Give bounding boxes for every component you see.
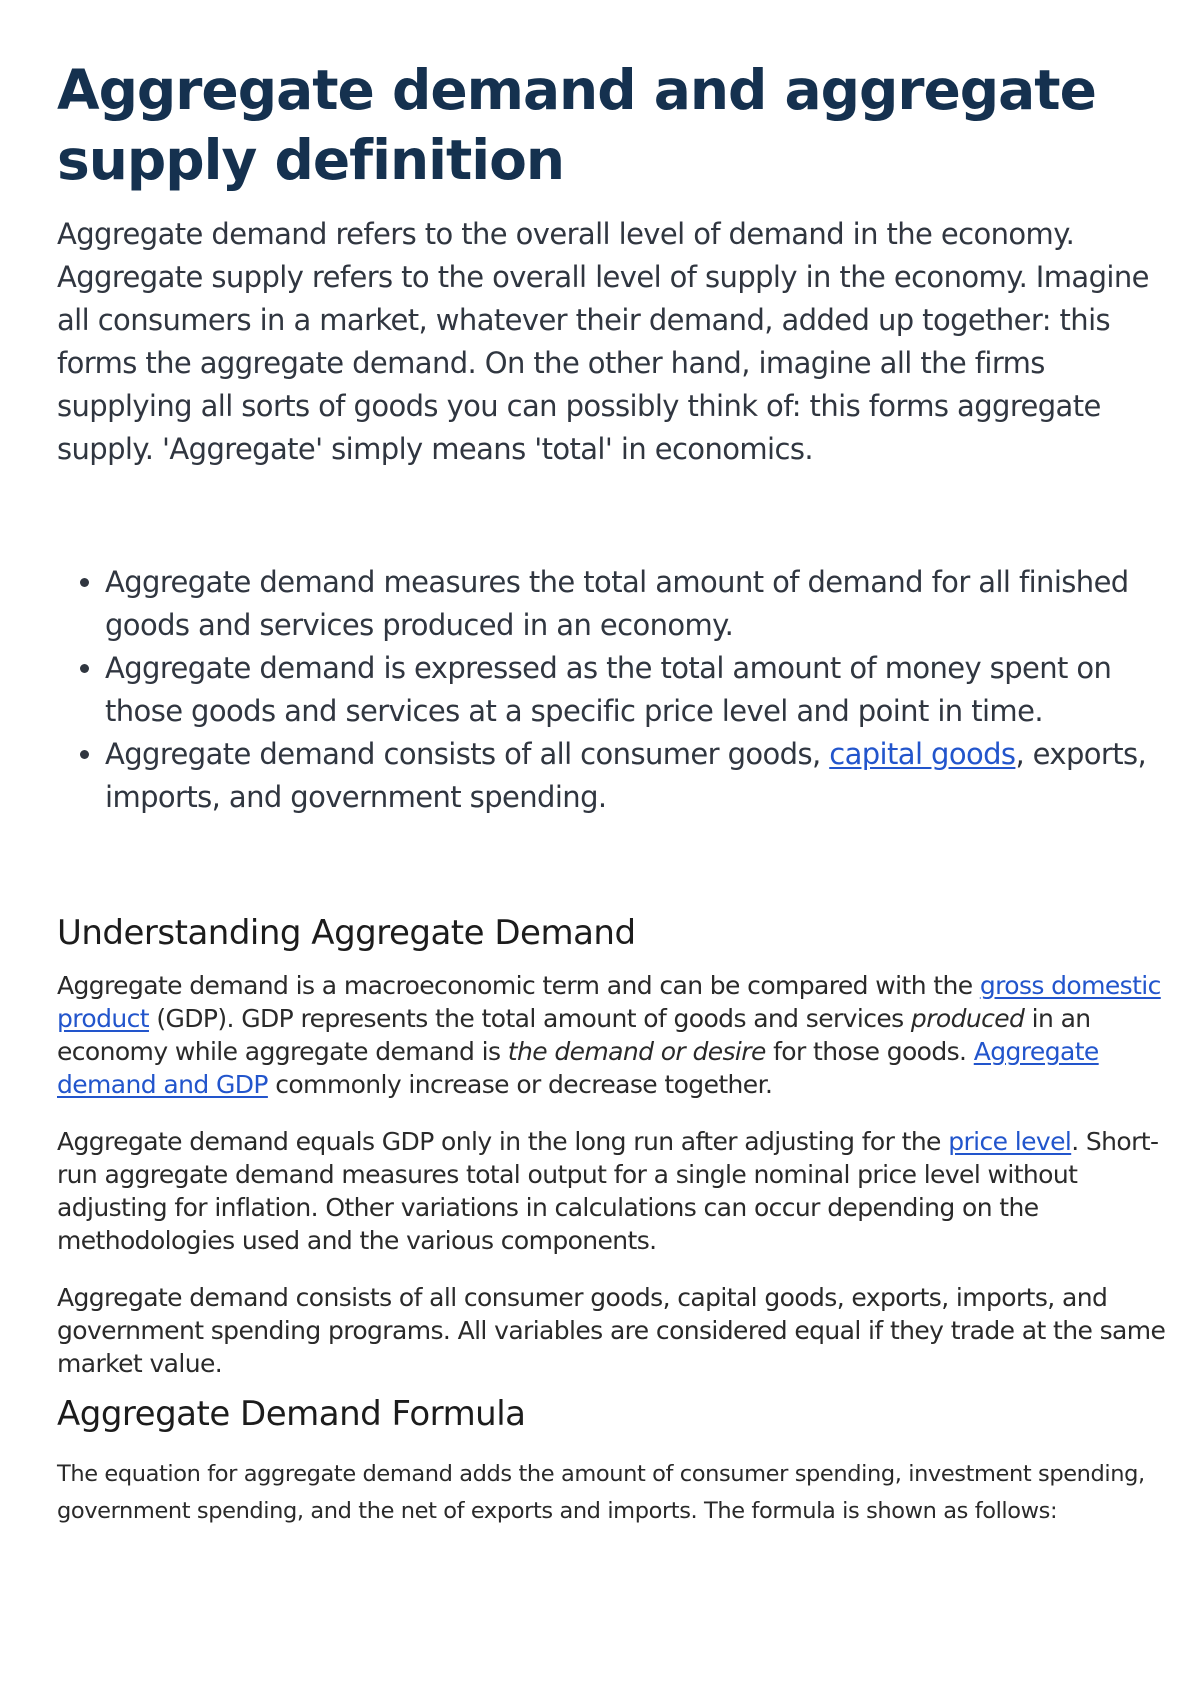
emphasis-demand-or-desire: the demand or desire <box>507 1037 766 1066</box>
paragraph-text: . Short-run aggregate demand measures total output for a single nominal price level without adjusting for inflation. Other variations in calculations can occur depending on the methodologies used and the various components. <box>57 1127 1159 1255</box>
section-heading-understanding: Understanding Aggregate Demand <box>57 913 636 953</box>
capital-goods-link[interactable]: capital goods <box>829 737 1016 771</box>
list-item-text: Aggregate demand consists of all consumer goods, <box>105 737 830 771</box>
intro-paragraph: Aggregate demand refers to the overall level of demand in the economy. Aggregate supply refers to the overall level of supply in the economy. Imagine all consumers in a market, whatever their demand, added up together: this forms the aggregate demand. On the other hand, imagine all the firms supplying all sorts of goods you can possibly think of: this forms aggregate supply. 'Aggregate' simply means 'total' in economics. <box>57 217 1149 466</box>
paragraph-text: for those goods. <box>765 1037 974 1066</box>
paragraph-text: Aggregate demand is a macroeconomic term and can be compared with the <box>57 971 980 1000</box>
aggregate-demand-and-gdp-link[interactable]: Aggregate demand and GDP <box>57 1037 1099 1099</box>
page-title: Aggregate demand and aggregate supply definition <box>57 58 1096 192</box>
list-item: • Aggregate demand is expressed as the total amount of money spent on those goods and services at a specific price level and point in time. <box>105 647 1167 733</box>
paragraph-text: commonly increase or decrease together. <box>267 1070 773 1099</box>
gross-domestic-product-link[interactable]: gross domestic product <box>57 971 1161 1033</box>
key-takeaways-list <box>57 561 1167 819</box>
paragraph-gdp-comparison <box>57 969 1172 1101</box>
list-item: • Aggregate demand measures the total amount of demand for all finished goods and services produced in an economy. <box>105 561 1167 647</box>
list-item <box>105 733 1167 819</box>
emphasis-produced: produced <box>910 1004 1025 1033</box>
section-heading-formula: Aggregate Demand Formula <box>57 1394 526 1434</box>
paragraph-text: in an economy while aggregate demand is <box>57 1004 1091 1066</box>
list-item-text: , exports, imports, and government spending. <box>105 737 1147 814</box>
paragraph-components: Aggregate demand consists of all consumer goods, capital goods, exports, imports, and government spending programs. All variables are considered equal if they trade at the same market value. <box>57 1283 1166 1378</box>
price-level-link[interactable]: price level <box>948 1127 1072 1156</box>
article <box>57 55 1166 1530</box>
paragraph-text: (GDP). GDP represents the total amount of goods and services <box>148 1004 911 1033</box>
paragraph-price-level <box>57 1125 1172 1257</box>
paragraph-formula-intro: The equation for aggregate demand adds the amount of consumer spending, investment spending, government spending, and the net of exports and imports. The formula is shown as follows: <box>57 1461 1145 1524</box>
paragraph-text: Aggregate demand equals GDP only in the long run after adjusting for the <box>57 1127 949 1156</box>
